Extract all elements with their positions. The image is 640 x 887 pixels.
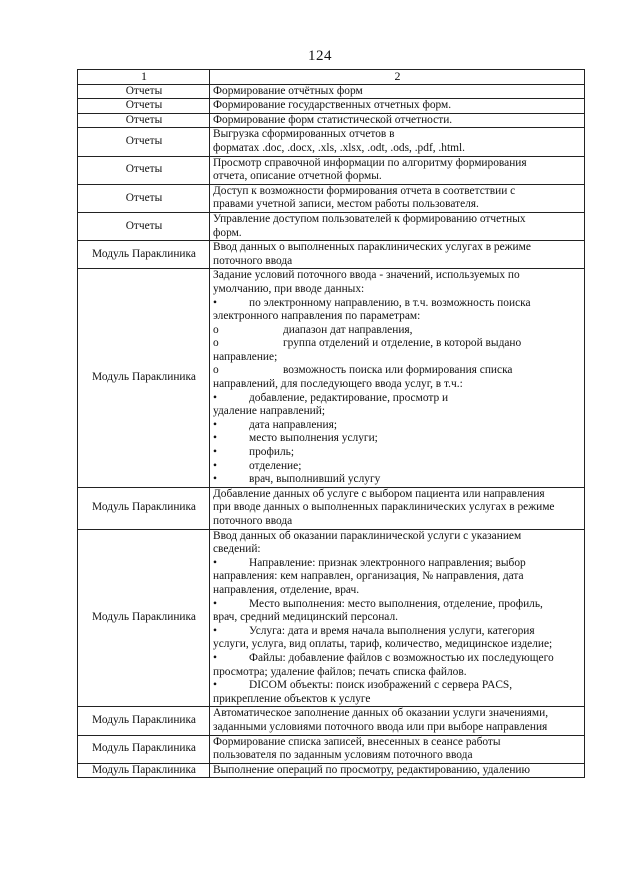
text-line: сведений:: [213, 543, 261, 556]
item-text: Услуга: дата и время начала выполнения услуги, категория: [249, 624, 535, 637]
text-line: просмотра; удаление файлов; печать списка файлов.: [213, 665, 467, 678]
item-text: по электронному направлению, в т.ч. возможность поиска: [249, 296, 531, 309]
bullet-item: [213, 392, 582, 406]
bullet-item: [213, 460, 582, 474]
text-line: направления, отделение, врач.: [213, 583, 360, 596]
table-header-row: [78, 70, 585, 85]
text-line: форматах .doc, .docx, .xls, .xlsx, .odt, .ods, .pdf, .html.: [213, 141, 466, 154]
text-line: Формирование государственных отчетных форм.: [213, 99, 452, 112]
text-line: прикрепление объектов к услуге: [213, 692, 371, 705]
bullet-item: [213, 473, 582, 487]
table-row: [78, 156, 585, 184]
table-row: [78, 763, 585, 778]
text-line: Автоматическое заполнение данных об оказании услуги значениями,: [213, 707, 549, 720]
item-text: Направление: признак электронного направления; выбор: [249, 556, 526, 569]
table-row: [78, 269, 585, 488]
table-row: [78, 184, 585, 212]
item-text: дата направления;: [249, 418, 337, 431]
item-text: отделение;: [249, 459, 302, 472]
item-text: диапазон дат направления,: [283, 323, 413, 336]
item-text: Файлы: добавление файлов с возможностью их последующего: [249, 651, 554, 664]
bullet-icon: •: [213, 446, 217, 459]
function-cell: [210, 269, 585, 488]
table-row: [78, 487, 585, 529]
item-text: профиль;: [249, 446, 295, 459]
bullet-icon: •: [213, 556, 217, 569]
text-line: удаление направлений;: [213, 405, 326, 418]
bullet-icon: •: [213, 418, 217, 431]
function-cell: [210, 84, 585, 99]
module-cell: Модуль Параклиника: [78, 269, 210, 488]
text-line: заданными условиями поточного ввода или при выборе направления: [213, 720, 548, 733]
bullet-icon: •: [213, 679, 217, 692]
header-col2: 2: [210, 70, 585, 85]
text-line: Ввод данных о выполненных параклинических услугах в режиме: [213, 241, 531, 254]
module-cell: Модуль Параклиника: [78, 529, 210, 707]
item-text: возможность поиска или формирования списка: [283, 364, 513, 377]
text-line: Просмотр справочной информации по алгоритму формирования: [213, 156, 527, 169]
bullet-icon: •: [213, 473, 217, 486]
bullet-item: [213, 432, 582, 446]
text-line: поточного ввода: [213, 515, 293, 527]
module-cell: Модуль Параклиника: [78, 735, 210, 763]
text-line: направление;: [213, 350, 278, 363]
table-row: [78, 735, 585, 763]
bullet-icon: •: [213, 432, 217, 445]
text-line: при вводе данных о выполненных параклинических услугах в режиме: [213, 501, 555, 514]
function-cell: [210, 707, 585, 735]
text-line: Формирование списка записей, внесенных в сеансе работы: [213, 735, 501, 748]
item-text: добавление, редактирование, просмотр и: [249, 391, 449, 404]
sub-list-item: [213, 337, 582, 351]
text-line: Доступ к возможности формирования отчета в соответствии с: [213, 184, 516, 197]
text-line: правами учетной записи, местом работы пользователя.: [213, 198, 479, 211]
function-cell: [210, 529, 585, 707]
text-line: услуги, услуга, вид оплаты, тариф, количество, медицинское изделие;: [213, 638, 553, 651]
bullet-item: [213, 557, 582, 571]
text-line: умолчанию, при вводе данных:: [213, 282, 365, 295]
text-line: направления: кем направлен, организация, № направления, дата: [213, 570, 524, 583]
item-text: врач, выполнивший услугу: [249, 473, 381, 486]
module-cell: Модуль Параклиника: [78, 763, 210, 778]
bullet-item: [213, 297, 582, 311]
function-cell: [210, 735, 585, 763]
table-row: [78, 241, 585, 269]
bullet-item: [213, 679, 582, 693]
text-line: Ввод данных об оказании параклинической услуги с указанием: [213, 529, 522, 542]
function-cell: [210, 212, 585, 240]
sub-list-item: [213, 364, 582, 378]
header-col1: 1: [78, 70, 210, 85]
bullet-item: [213, 652, 582, 666]
text-line: направлений, для последующего ввода услуг, в т.ч.:: [213, 378, 463, 391]
bullet-icon: •: [213, 296, 217, 309]
table-row: [78, 84, 585, 99]
module-cell: Модуль Параклиника: [78, 487, 210, 529]
text-line: форм.: [213, 226, 242, 239]
text-line: Формирование отчётных форм: [213, 84, 363, 97]
text-line: Задание условий поточного ввода - значений, используемых по: [213, 269, 520, 282]
bullet-item: [213, 598, 582, 612]
module-cell: Отчеты: [78, 113, 210, 128]
function-cell: [210, 156, 585, 184]
table-row: [78, 707, 585, 735]
function-cell: [210, 128, 585, 156]
text-line: Формирование форм статистической отчетности.: [213, 113, 453, 126]
function-cell: [210, 241, 585, 269]
text-line: отчета, описание отчетной формы.: [213, 170, 382, 183]
module-cell: Отчеты: [78, 212, 210, 240]
sub-list-item: [213, 324, 582, 338]
table-body: [78, 84, 585, 778]
bullet-icon: •: [213, 391, 217, 404]
module-cell: Модуль Параклиника: [78, 241, 210, 269]
function-cell: [210, 763, 585, 778]
table-row: [78, 99, 585, 114]
module-cell: Отчеты: [78, 156, 210, 184]
table-row: [78, 128, 585, 156]
circle-bullet-icon: o: [213, 364, 219, 377]
text-line: Выполнение операций по просмотру, редактированию, удалению: [213, 763, 531, 776]
function-cell: [210, 184, 585, 212]
circle-bullet-icon: o: [213, 323, 219, 336]
text-line: Управление доступом пользователей к формированию отчетных: [213, 212, 526, 225]
function-cell: [210, 487, 585, 529]
bullet-icon: •: [213, 624, 217, 637]
table-row: [78, 113, 585, 128]
item-text: место выполнения услуги;: [249, 432, 378, 445]
function-cell: [210, 99, 585, 114]
text-line: электронного направления по параметрам:: [213, 310, 421, 323]
text-line: врач, средний медицинский персонал.: [213, 611, 398, 624]
bullet-icon: •: [213, 597, 217, 610]
text-line: поточного ввода: [213, 254, 293, 267]
bullet-item: [213, 419, 582, 433]
requirements-table: [77, 69, 585, 778]
page-number: 124: [308, 48, 332, 64]
item-text: DICOM объекты: поиск изображений с сервера PACS,: [249, 679, 513, 692]
module-cell: Модуль Параклиника: [78, 707, 210, 735]
bullet-item: [213, 625, 582, 639]
module-cell: Отчеты: [78, 128, 210, 156]
bullet-icon: •: [213, 651, 217, 664]
item-text: группа отделений и отделение, в которой выдано: [283, 337, 522, 350]
text-line: Выгрузка сформированных отчетов в: [213, 128, 395, 141]
table-row: [78, 529, 585, 707]
module-cell: Отчеты: [78, 99, 210, 114]
item-text: Место выполнения: место выполнения, отделение, профиль,: [249, 597, 543, 610]
module-cell: Отчеты: [78, 184, 210, 212]
circle-bullet-icon: o: [213, 337, 219, 350]
bullet-item: [213, 446, 582, 460]
text-line: Добавление данных об услуге с выбором пациента или направления: [213, 487, 545, 500]
table-row: [78, 212, 585, 240]
bullet-icon: •: [213, 459, 217, 472]
module-cell: Отчеты: [78, 84, 210, 99]
function-cell: [210, 113, 585, 128]
text-line: пользователя по заданным условиям поточного ввода: [213, 749, 473, 762]
